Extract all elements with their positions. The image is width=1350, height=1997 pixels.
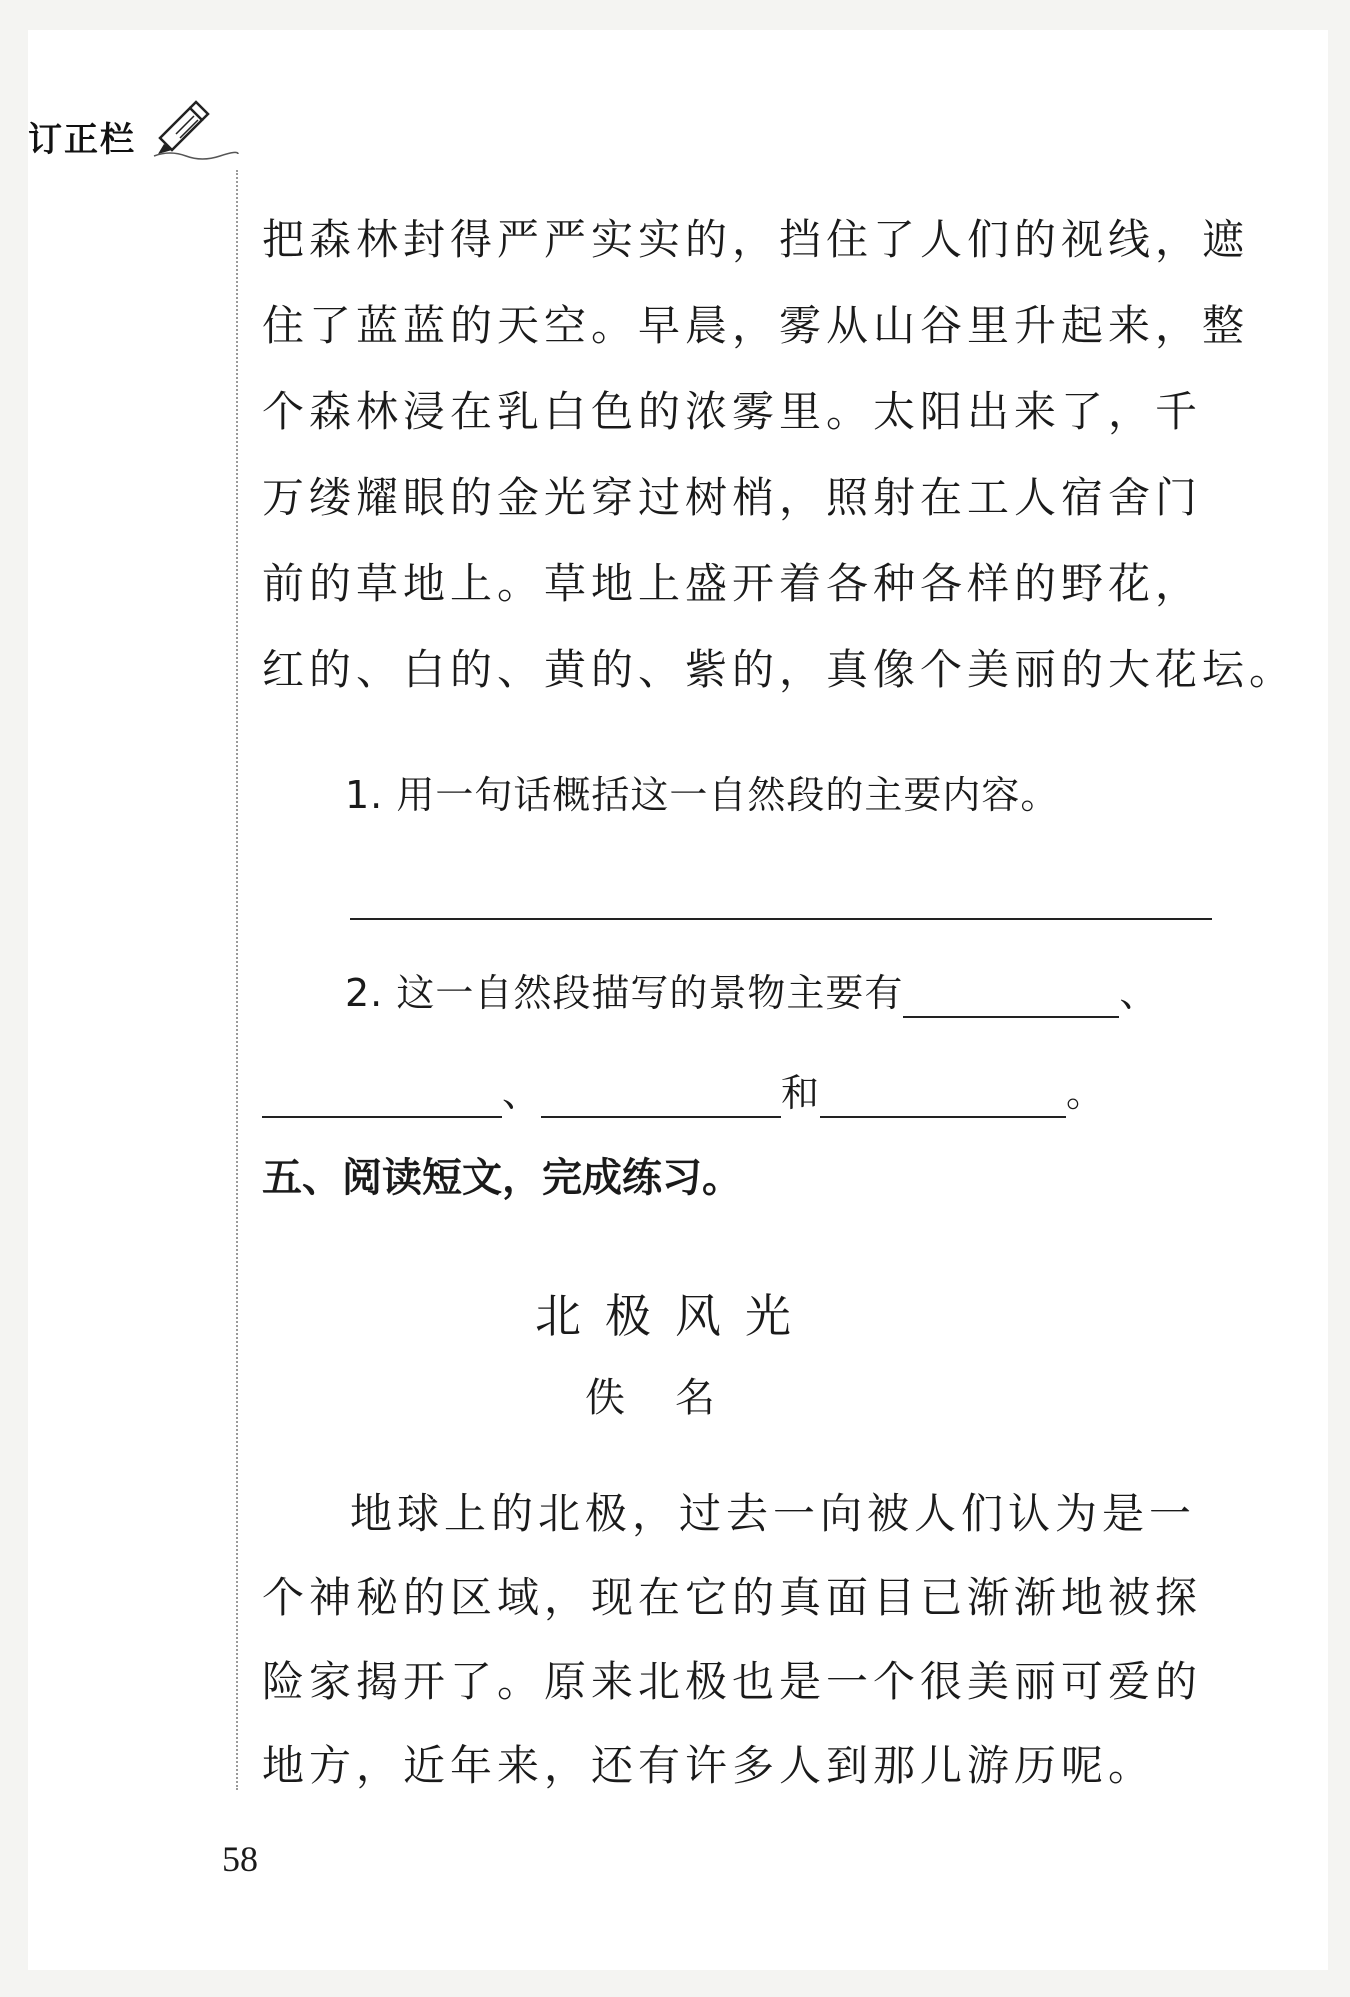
- and-word: 和: [781, 1071, 821, 1115]
- passage-line: 万缕耀眼的金光穿过树梢，照射在工人宿舍门: [262, 473, 1203, 522]
- correction-column-label: 订正栏: [28, 120, 136, 160]
- question-2: [345, 968, 1158, 1018]
- answer-blank-3[interactable]: [541, 1072, 781, 1118]
- passage-line: 住了蓝蓝的天空。早晨，雾从山谷里升起来，整: [262, 301, 1250, 350]
- article-line: 地方，近年来，还有许多人到那儿游历呢。: [262, 1741, 1156, 1790]
- question-2-text: 2. 这一自然段描写的景物主要有: [345, 971, 904, 1015]
- article-line: 个神秘的区域，现在它的真面目已渐渐地被探: [262, 1573, 1203, 1622]
- article-author: 佚名: [585, 1375, 765, 1421]
- separator: 、: [1119, 971, 1159, 1015]
- page-number: 58: [222, 1839, 258, 1879]
- section-heading: 五、阅读短文，完成练习。: [262, 1155, 742, 1201]
- passage-line: 个森林浸在乳白色的浓雾里。太阳出来了，千: [262, 387, 1203, 436]
- question-2-continued: [262, 1068, 1105, 1118]
- pencil-icon: [150, 100, 240, 160]
- passage-line: 把森林封得严严实实的，挡住了人们的视线，遮: [262, 215, 1250, 264]
- article-title: 北极风光: [535, 1289, 815, 1343]
- period: 。: [1066, 1071, 1106, 1115]
- separator: 、: [502, 1071, 542, 1115]
- article-line: 地球上的北极，过去一向被人们认为是一: [350, 1489, 1197, 1538]
- answer-blank-1[interactable]: [903, 972, 1119, 1018]
- passage-line: 前的草地上。草地上盛开着各种各样的野花，: [262, 559, 1203, 608]
- question-1: 1. 用一句话概括这一自然段的主要内容。: [345, 773, 1060, 817]
- answer-line[interactable]: [350, 918, 1212, 920]
- answer-blank-2[interactable]: [262, 1072, 502, 1118]
- passage-line: 红的、白的、黄的、紫的，真像个美丽的大花坛。: [262, 645, 1297, 694]
- answer-blank-4[interactable]: [820, 1072, 1066, 1118]
- article-line: 险家揭开了。原来北极也是一个很美丽可爱的: [262, 1657, 1203, 1706]
- margin-divider: [236, 170, 238, 1790]
